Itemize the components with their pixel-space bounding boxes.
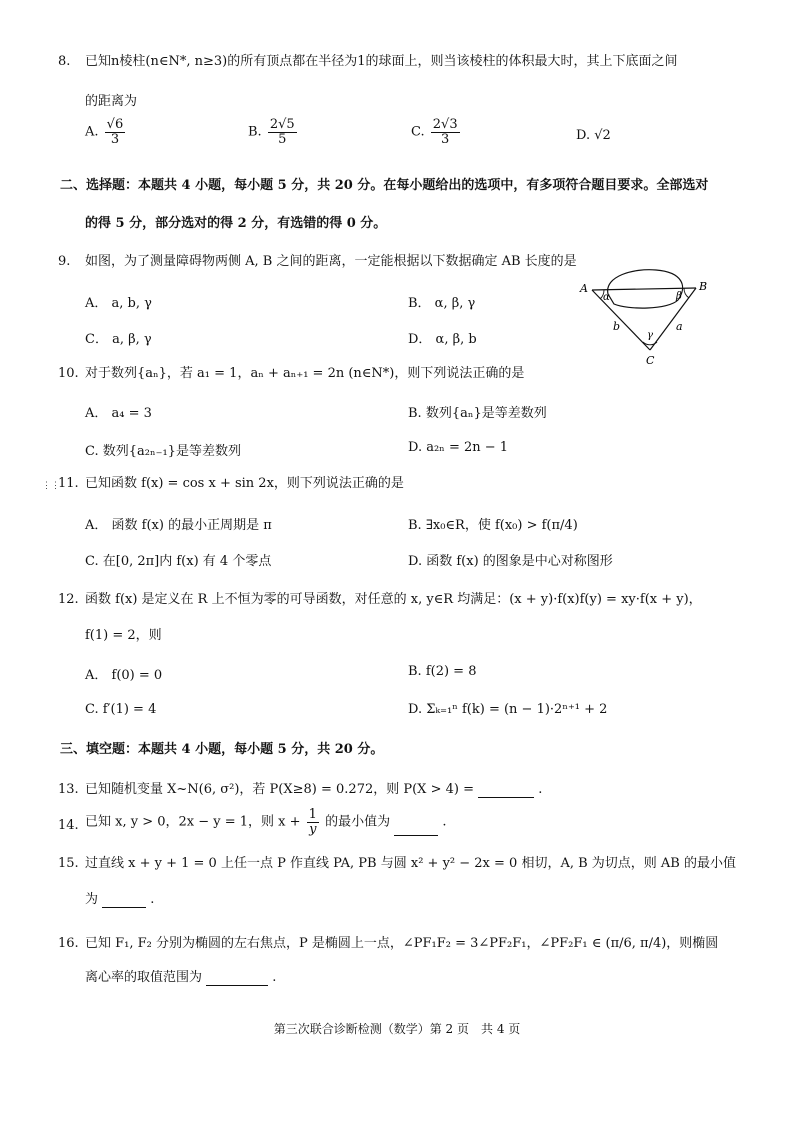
q16-stem-line2: 离心率的取值范围为 (85, 970, 203, 985)
q8-option-b-fraction (268, 118, 297, 146)
q11-option-b: B. ∃x₀∈R，使 f(x₀) > f(π/4) (408, 518, 578, 533)
q14-frac-num: 1 (308, 807, 317, 822)
q11-stem: 已知函数 f(x) = cos x + sin 2x，则下列说法正确的是 (85, 476, 404, 491)
section3-heading: 三、填空题：本题共 4 小题，每小题 5 分，共 20 分。 (60, 742, 384, 757)
q12-stem-line1: 函数 f(x) 是定义在 R 上不恒为零的可导函数，对任意的 x, y∈R 均满足：(x + y)·f(x)f(y) = xy·f(x + y)， (85, 592, 702, 607)
q14-end: . (442, 814, 447, 830)
q8-option-c-num: 2√3 (432, 117, 458, 132)
q12-stem-line2: f(1) = 2，则 (85, 628, 162, 643)
q8-option-d-label: D. (576, 128, 591, 143)
section2-heading-line1: 二、选择题：本题共 4 小题，每小题 5 分，共 20 分。在每小题给出的选项中，有多项符合题目要求。全部选对 (60, 178, 709, 193)
q9-option-c: C． a, β, γ (85, 332, 152, 347)
section2-heading-line2: 的得 5 分，部分选对的得 2 分，有选错的得 0 分。 (85, 216, 387, 231)
q11-number: 11. (58, 476, 79, 491)
q13-end: . (538, 782, 543, 797)
q8-stem-line1: 已知n棱柱(n∈N*, n≥3)的所有顶点都在半径为1的球面上，则当该棱柱的体积最大时，其上下底面之间 (85, 54, 678, 69)
q15-stem-line1: 过直线 x + y + 1 = 0 上任一点 P 作直线 PA, PB 与圆 x² + y² − 2x = 0 相切，A, B 为切点，则 AB 的最小值 (85, 856, 736, 871)
q8-stem-line2: 的距离为 (85, 94, 138, 109)
q10-option-c: C. 数列{a₂ₙ₋₁}是等差数列 (85, 444, 241, 459)
label-b-vertex: B (699, 280, 708, 293)
q14-stem-a: 已知 x, y > 0，2x − y = 1，则 x + (85, 814, 305, 830)
q8-option-c-fraction (431, 118, 460, 146)
q16-end: . (272, 970, 277, 985)
q10-option-a: A． a₄ = 3 (85, 406, 152, 421)
q8-number: 8. (58, 54, 71, 69)
q12-option-d: D. Σₖ₌₁ⁿ f(k) = (n − 1)·2ⁿ⁺¹ + 2 (408, 702, 608, 717)
q16-stem-line1: 已知 F₁, F₂ 分别为椭圆的左右焦点，P 是椭圆上一点，∠PF₁F₂ = 3∠PF₂F₁，∠PF₂F₁ ∈ (π/6, π/4)，则椭圆 (85, 936, 719, 951)
q9-number: 9. (58, 254, 71, 269)
q8-option-c (411, 118, 462, 146)
q13-number: 13. (58, 782, 79, 797)
q8-option-a-den: 3 (110, 131, 120, 147)
q8-option-d-text: √2 (594, 128, 611, 143)
q9-option-a: A． a, b, γ (85, 296, 152, 311)
q8-option-b-num: 2√5 (269, 117, 295, 132)
q8-option-b-den: 5 (278, 131, 287, 147)
q9-triangle-figure (578, 262, 718, 372)
q9-option-b: B． α, β, γ (408, 296, 476, 311)
q13-stem: 已知随机变量 X~N(6, σ²)，若 P(X≥8) = 0.272，则 P(X > 4) = (85, 782, 479, 797)
q12-option-a: A． f(0) = 0 (85, 668, 163, 683)
q8-option-a-num: √6 (106, 117, 124, 132)
label-c-vertex: C (646, 354, 655, 367)
q8-option-c-den: 3 (441, 131, 450, 147)
label-a-vertex: A (580, 282, 588, 295)
label-side-b: b (613, 320, 621, 333)
q8-option-d (576, 128, 611, 143)
q8-option-a-fraction (105, 118, 126, 146)
q15-end: . (150, 892, 155, 907)
side-bc (650, 288, 696, 350)
q11-option-c: C. 在[0, 2π]内 f(x) 有 4 个零点 (85, 554, 272, 569)
q8-option-a-label: A. (85, 124, 99, 140)
q11-option-d: D. 函数 f(x) 的图象是中心对称图形 (408, 554, 613, 569)
q9-stem: 如图，为了测量障碍物两侧 A, B 之间的距离，一定能根据以下数据确定 AB 长度的是 (85, 254, 577, 269)
q14-frac-den: y (309, 821, 317, 837)
q15-line2 (85, 892, 154, 908)
q9-option-d: D． α, β, b (408, 332, 477, 347)
q10-stem: 对于数列{aₙ}，若 a₁ = 1，aₙ + aₙ₊₁ = 2n (n∈N*)，则下列说法正确的是 (85, 366, 525, 381)
label-gamma: γ (647, 330, 653, 341)
q14-number: 14. (58, 818, 79, 833)
q16-number: 16. (58, 936, 79, 951)
q10-option-b: B. 数列{aₙ}是等差数列 (408, 406, 547, 421)
q12-option-b: B. f(2) = 8 (408, 664, 477, 679)
q15-number: 15. (58, 856, 79, 871)
page-footer: 第三次联合诊断检测（数学）第 2 页 共 4 页 (273, 1022, 521, 1036)
q15-answer-blank[interactable] (102, 895, 146, 908)
label-side-a: a (676, 320, 683, 333)
label-alpha: α (603, 292, 610, 303)
q16-answer-blank[interactable] (206, 973, 268, 986)
q14-stem-b: 的最小值为 (325, 814, 391, 830)
q10-option-d: D. a₂ₙ = 2n − 1 (408, 440, 509, 455)
q8-option-a (85, 118, 127, 146)
q8-option-c-label: C. (411, 124, 425, 140)
q8-option-b-label: B. (248, 124, 262, 140)
q13-line (85, 782, 542, 798)
q8-option-b (248, 118, 299, 146)
q12-option-c: C. f′(1) = 4 (85, 702, 157, 717)
q14-line (85, 808, 447, 836)
q15-stem-line2: 为 (85, 892, 99, 907)
side-ac (592, 290, 650, 350)
q11-option-a: A． 函数 f(x) 的最小正周期是 π (85, 518, 272, 533)
q14-fraction (307, 808, 319, 836)
label-beta: β (676, 291, 682, 302)
q16-line2 (85, 970, 276, 986)
q12-number: 12. (58, 592, 79, 607)
angle-beta-arc (684, 288, 689, 298)
q13-answer-blank[interactable] (478, 785, 534, 798)
margin-mark: ⋮⋮ (42, 481, 60, 491)
q10-number: 10. (58, 366, 79, 381)
q14-answer-blank[interactable] (394, 823, 438, 836)
